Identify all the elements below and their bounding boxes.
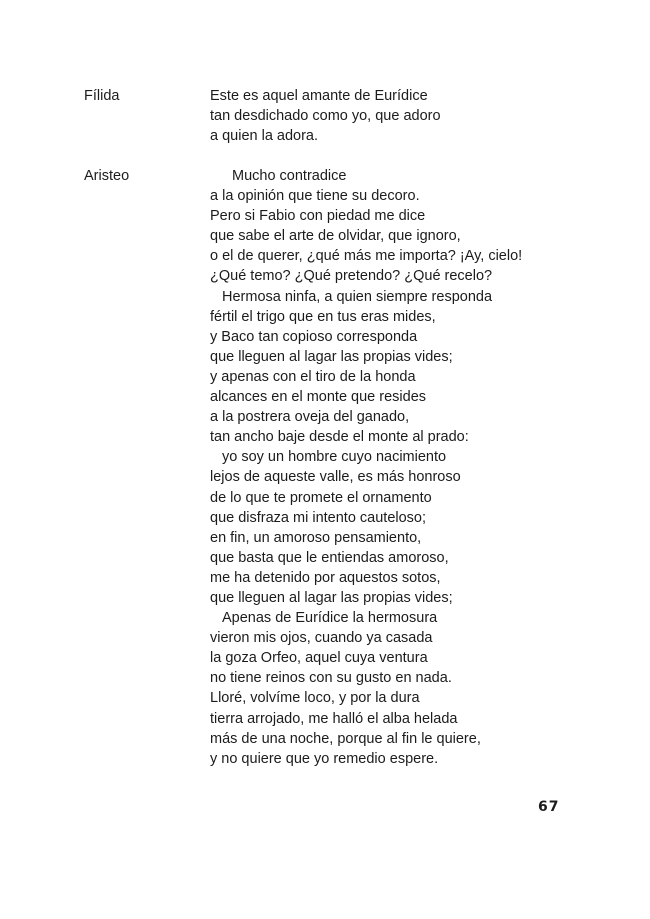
verse-line: no tiene reinos con su gusto en nada. [210,670,452,687]
verse-line: y Baco tan copioso corresponda [210,328,418,345]
verse-line: Pero si Fabio con piedad me dice [210,208,426,225]
verse-line: Este es aquel amante de Eurídice [210,88,428,104]
verse-line: que lleguen al lagar las propias vides; [210,589,453,606]
verse-line: Apenas de Eurídice la hermosura [222,610,438,627]
verse-line: me ha detenido por aquestos sotos, [210,569,441,586]
verse-line: Lloré, volvíme loco, y por la dura [210,690,420,707]
verse-line: más de una noche, porque al fin le quiere, [210,730,481,747]
verse-line: la goza Orfeo, aquel cuya ventura [210,650,428,667]
verse-line: y apenas con el tiro de la honda [210,368,416,385]
verse-line: Hermosa ninfa, a quien siempre responda [222,288,493,305]
verse-line: lejos de aqueste valle, es más honroso [210,469,461,486]
verse-line: que basta que le entiendas amoroso, [210,549,449,566]
verse-line: a la postrera oveja del ganado, [210,409,410,426]
verse-line: tan desdichado como yo, que adoro [210,108,441,125]
verse-line: fértil el trigo que en tus eras mides, [210,308,436,325]
verse-line: ¿Qué temo? ¿Qué pretendo? ¿Qué recelo? [210,268,493,285]
verse-line: y no quiere que yo remedio espere. [210,750,439,767]
verse-line: en fin, un amoroso pensamiento, [210,529,422,546]
verse-line: yo soy un hombre cuyo nacimiento [222,449,447,466]
speaker-name: Aristeo [84,168,130,184]
verse-line: tierra arrojado, me halló el alba helada [210,710,458,727]
verse-line: que sabe el arte de olvidar, que ignoro, [210,228,461,245]
verse-line: Mucho contradice [232,168,347,184]
verse-line: que disfraza mi intento cauteloso; [210,509,427,526]
speaker-name: Fílida [84,88,120,104]
verse-line: o el de querer, ¿qué más me importa? ¡Ay, cielo! [210,248,523,265]
verse-line: tan ancho baje desde el monte al prado: [210,429,469,446]
verse-line: alcances en el monte que resides [210,389,427,406]
verse-line: a quien la adora. [210,128,319,145]
verse-line: vieron mis ojos, cuando ya casada [210,630,433,647]
page-number: 67 [538,799,560,815]
verse-line: que lleguen al lagar las propias vides; [210,348,453,365]
verse-line: de lo que te promete el ornamento [210,489,432,506]
verse-block [210,166,522,769]
verse-block [210,86,441,146]
verse-line: a la opinión que tiene su decoro. [210,188,420,205]
